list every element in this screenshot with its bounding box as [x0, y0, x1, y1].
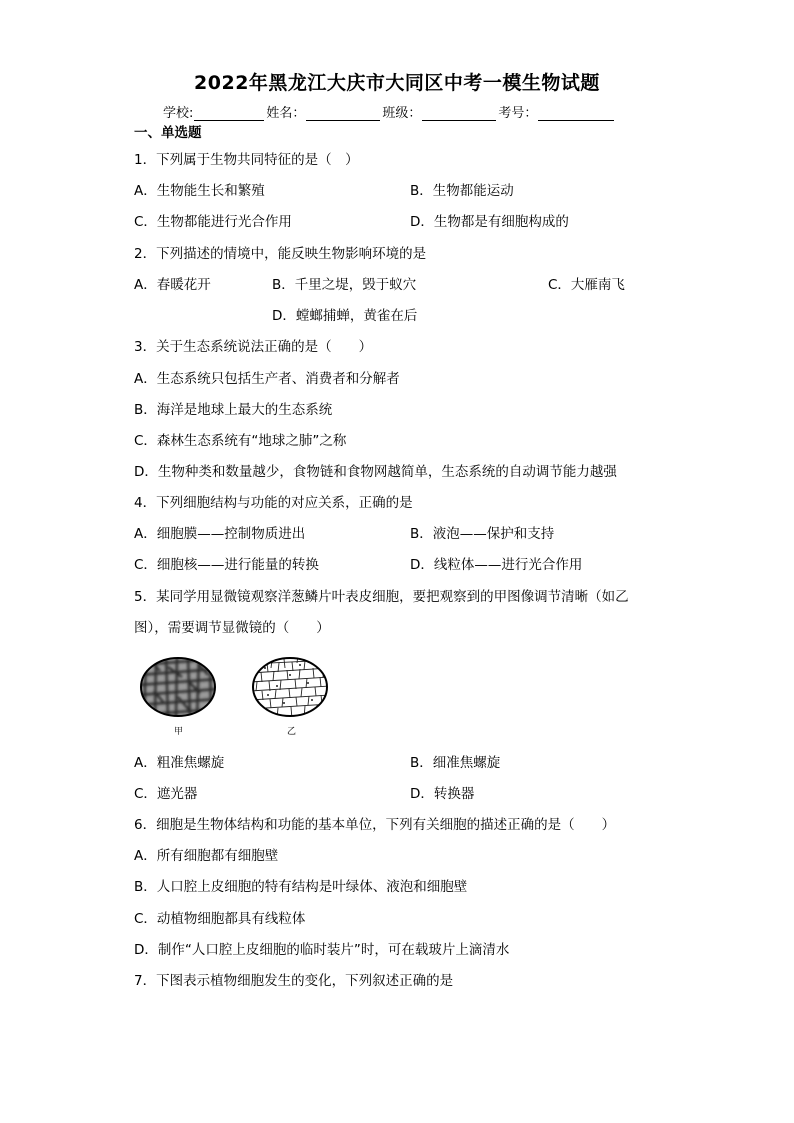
question-stem-line-2: 图），需要调节显微镜的（ ）	[134, 620, 330, 636]
figure-label-yi: 乙	[287, 727, 297, 737]
school-blank[interactable]	[194, 108, 264, 121]
question-stem: 4．下列细胞结构与功能的对应关系，正确的是	[134, 495, 413, 511]
option-b: B．液泡——保护和支持	[410, 526, 555, 542]
option-d: D．生物种类和数量越少，食物链和食物网越简单，生态系统的自动调节能力越强	[134, 464, 617, 480]
exam-number-label: 考号：	[498, 106, 538, 121]
option-b: B．千里之堤，毁于蚁穴	[272, 277, 417, 293]
question-stem: 6．细胞是生物体结构和功能的基本单位，下列有关细胞的描述正确的是（ ）	[134, 817, 616, 833]
option-d: D．生物都是有细胞构成的	[410, 214, 569, 230]
question-stem: 3．关于生态系统说法正确的是（ ）	[134, 339, 373, 355]
micrograph-blurry	[138, 655, 218, 719]
exam-title: 2022年黑龙江大庆市大同区中考一模生物试题	[194, 72, 600, 94]
student-info-row	[163, 102, 616, 121]
option-a: A．春暖花开	[134, 277, 211, 293]
option-a: A．粗准焦螺旋	[134, 755, 225, 771]
option-a: A．所有细胞都有细胞壁	[134, 848, 279, 864]
option-c: C．动植物细胞都具有线粒体	[134, 911, 306, 927]
option-c: C．细胞核——进行能量的转换	[134, 557, 319, 573]
section-title: 一、单选题	[134, 125, 202, 141]
option-b: B．细准焦螺旋	[410, 755, 501, 771]
option-b: B．生物都能运动	[410, 183, 514, 199]
question-stem: 2．下列描述的情境中，能反映生物影响环境的是	[134, 246, 427, 262]
option-b: B．人口腔上皮细胞的特有结构是叶绿体、液泡和细胞壁	[134, 879, 468, 895]
class-blank[interactable]	[422, 108, 496, 121]
option-d: D．转换器	[410, 786, 475, 802]
option-c: C．生物都能进行光合作用	[134, 214, 292, 230]
school-label: 学校:	[163, 106, 194, 121]
name-blank[interactable]	[306, 108, 380, 121]
option-c: C．大雁南飞	[548, 277, 625, 293]
figure-label-jia: 甲	[174, 727, 184, 737]
class-label: 班级：	[382, 106, 422, 121]
option-d: D．螳螂捕蝉，黄雀在后	[272, 308, 418, 324]
option-a: A．生物能生长和繁殖	[134, 183, 265, 199]
option-c: C．遮光器	[134, 786, 198, 802]
exam-number-blank[interactable]	[538, 108, 614, 121]
option-a: A．细胞膜——控制物质进出	[134, 526, 306, 542]
option-a: A．生态系统只包括生产者、消费者和分解者	[134, 371, 400, 387]
question-stem: 1．下列属于生物共同特征的是（ ）	[134, 152, 359, 168]
name-label: 姓名：	[266, 106, 306, 121]
option-d: D．线粒体——进行光合作用	[410, 557, 583, 573]
option-b: B．海洋是地球上最大的生态系统	[134, 402, 333, 418]
micrograph-clear	[250, 655, 330, 719]
option-c: C．森林生态系统有“地球之肺”之称	[134, 433, 347, 449]
option-d: D．制作“人口腔上皮细胞的临时装片”时，可在载玻片上滴清水	[134, 942, 510, 958]
question-stem: 7．下图表示植物细胞发生的变化，下列叙述正确的是	[134, 973, 454, 989]
question-stem-line-1: 5．某同学用显微镜观察洋葱鳞片叶表皮细胞，要把观察到的甲图像调节清晰（如乙	[134, 589, 629, 605]
